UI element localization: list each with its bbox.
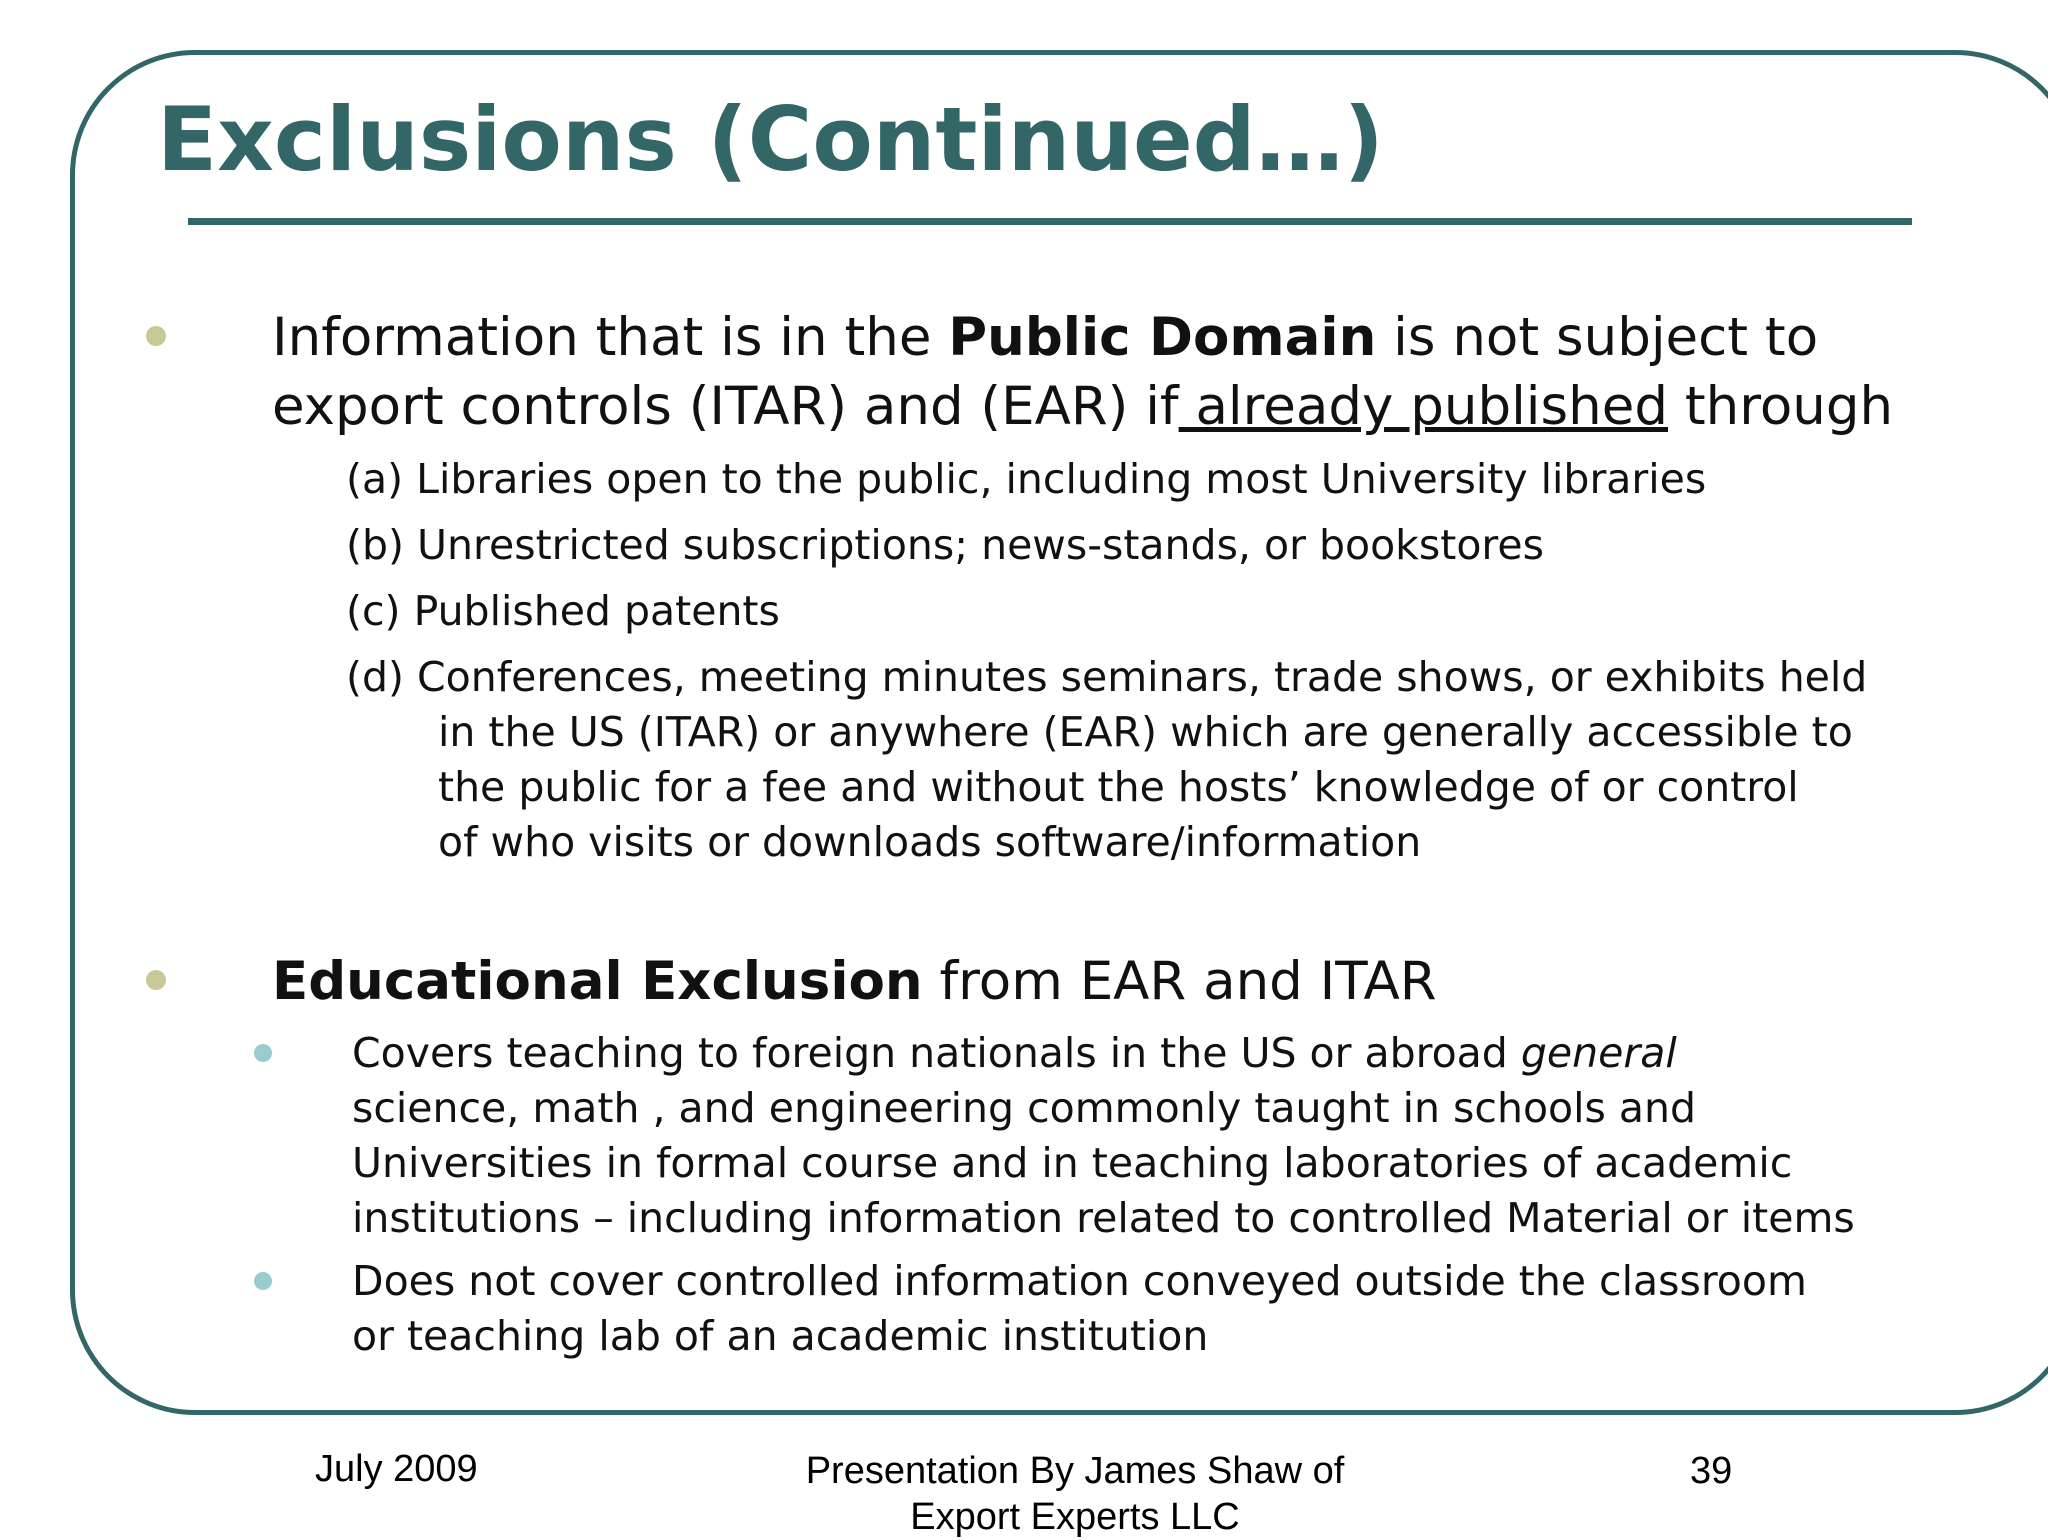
bullet-1-underline: already published <box>1178 376 1668 437</box>
bullet-2-bold: Educational Exclusion <box>272 951 923 1012</box>
subbullet-1-line-3: Universities in formal course and in teaching laboratories of academic <box>352 1139 1793 1187</box>
footer-presenter <box>700 1448 1450 1540</box>
public-domain-item-d <box>346 650 2046 870</box>
footer-presenter-line-1: Presentation By James Shaw of <box>805 1450 1345 1492</box>
subbullet-1-line-2: science, math , and engineering commonly taught in schools and <box>352 1084 1697 1132</box>
bullet-1-mid: is not subject to <box>1376 307 1819 368</box>
subbullet-2-line-2: or teaching lab of an academic institution <box>352 1312 1209 1360</box>
public-domain-item-a <box>346 452 2046 507</box>
bullet-1-line2-post: through <box>1668 376 1894 437</box>
footer-page-number: 39 <box>1690 1450 1733 1492</box>
subbullet-2-text <box>352 1254 1952 1364</box>
item-d-line-4: of who visits or downloads software/information <box>438 818 1422 866</box>
bullet-2-rest: from EAR and ITAR <box>922 951 1437 1012</box>
bullet-1-line2-pre: export controls (ITAR) and (EAR) if <box>272 376 1179 437</box>
footer-presenter-line-2: Export Experts LLC <box>910 1496 1240 1538</box>
item-c-line: (c) Published patents <box>346 587 780 635</box>
footer-date: July 2009 <box>315 1448 478 1490</box>
subbullet-1-line-4: institutions – including information related to controlled Material or items <box>352 1194 1855 1242</box>
item-d-line-1: (d) Conferences, meeting minutes seminars, trade shows, or exhibits held <box>346 653 1868 701</box>
bullet-1-pre: Information that is in the <box>272 307 949 368</box>
item-a-line: (a) Libraries open to the public, including most University libraries <box>346 455 1707 503</box>
item-b-line: (b) Unrestricted subscriptions; news-stands, or bookstores <box>346 521 1544 569</box>
bullet-2-text <box>272 947 1972 1016</box>
subbullet-1-text <box>352 1026 1952 1246</box>
public-domain-item-b <box>346 518 2046 573</box>
bullet-2-dot <box>146 970 166 990</box>
title-underline-rule <box>188 218 1912 225</box>
public-domain-item-c <box>346 584 2046 639</box>
item-d-line-3: the public for a fee and without the hosts’ knowledge of or control <box>438 763 1799 811</box>
subbullet-2-dot <box>254 1272 272 1290</box>
bullet-1-dot <box>146 326 166 346</box>
subbullet-1-dot <box>254 1044 272 1062</box>
subbullet-1-pre: Covers teaching to foreign nationals in the US or abroad <box>352 1029 1521 1077</box>
slide-title: Exclusions (Continued…) <box>157 88 1384 191</box>
subbullet-1-italic: general <box>1520 1029 1677 1077</box>
bullet-1-bold: Public Domain <box>948 307 1377 368</box>
bullet-1-text <box>272 303 1972 441</box>
item-d-line-2: in the US (ITAR) or anywhere (EAR) which are generally accessible to <box>438 708 1853 756</box>
subbullet-2-line-1: Does not cover controlled information conveyed outside the classroom <box>352 1257 1807 1305</box>
